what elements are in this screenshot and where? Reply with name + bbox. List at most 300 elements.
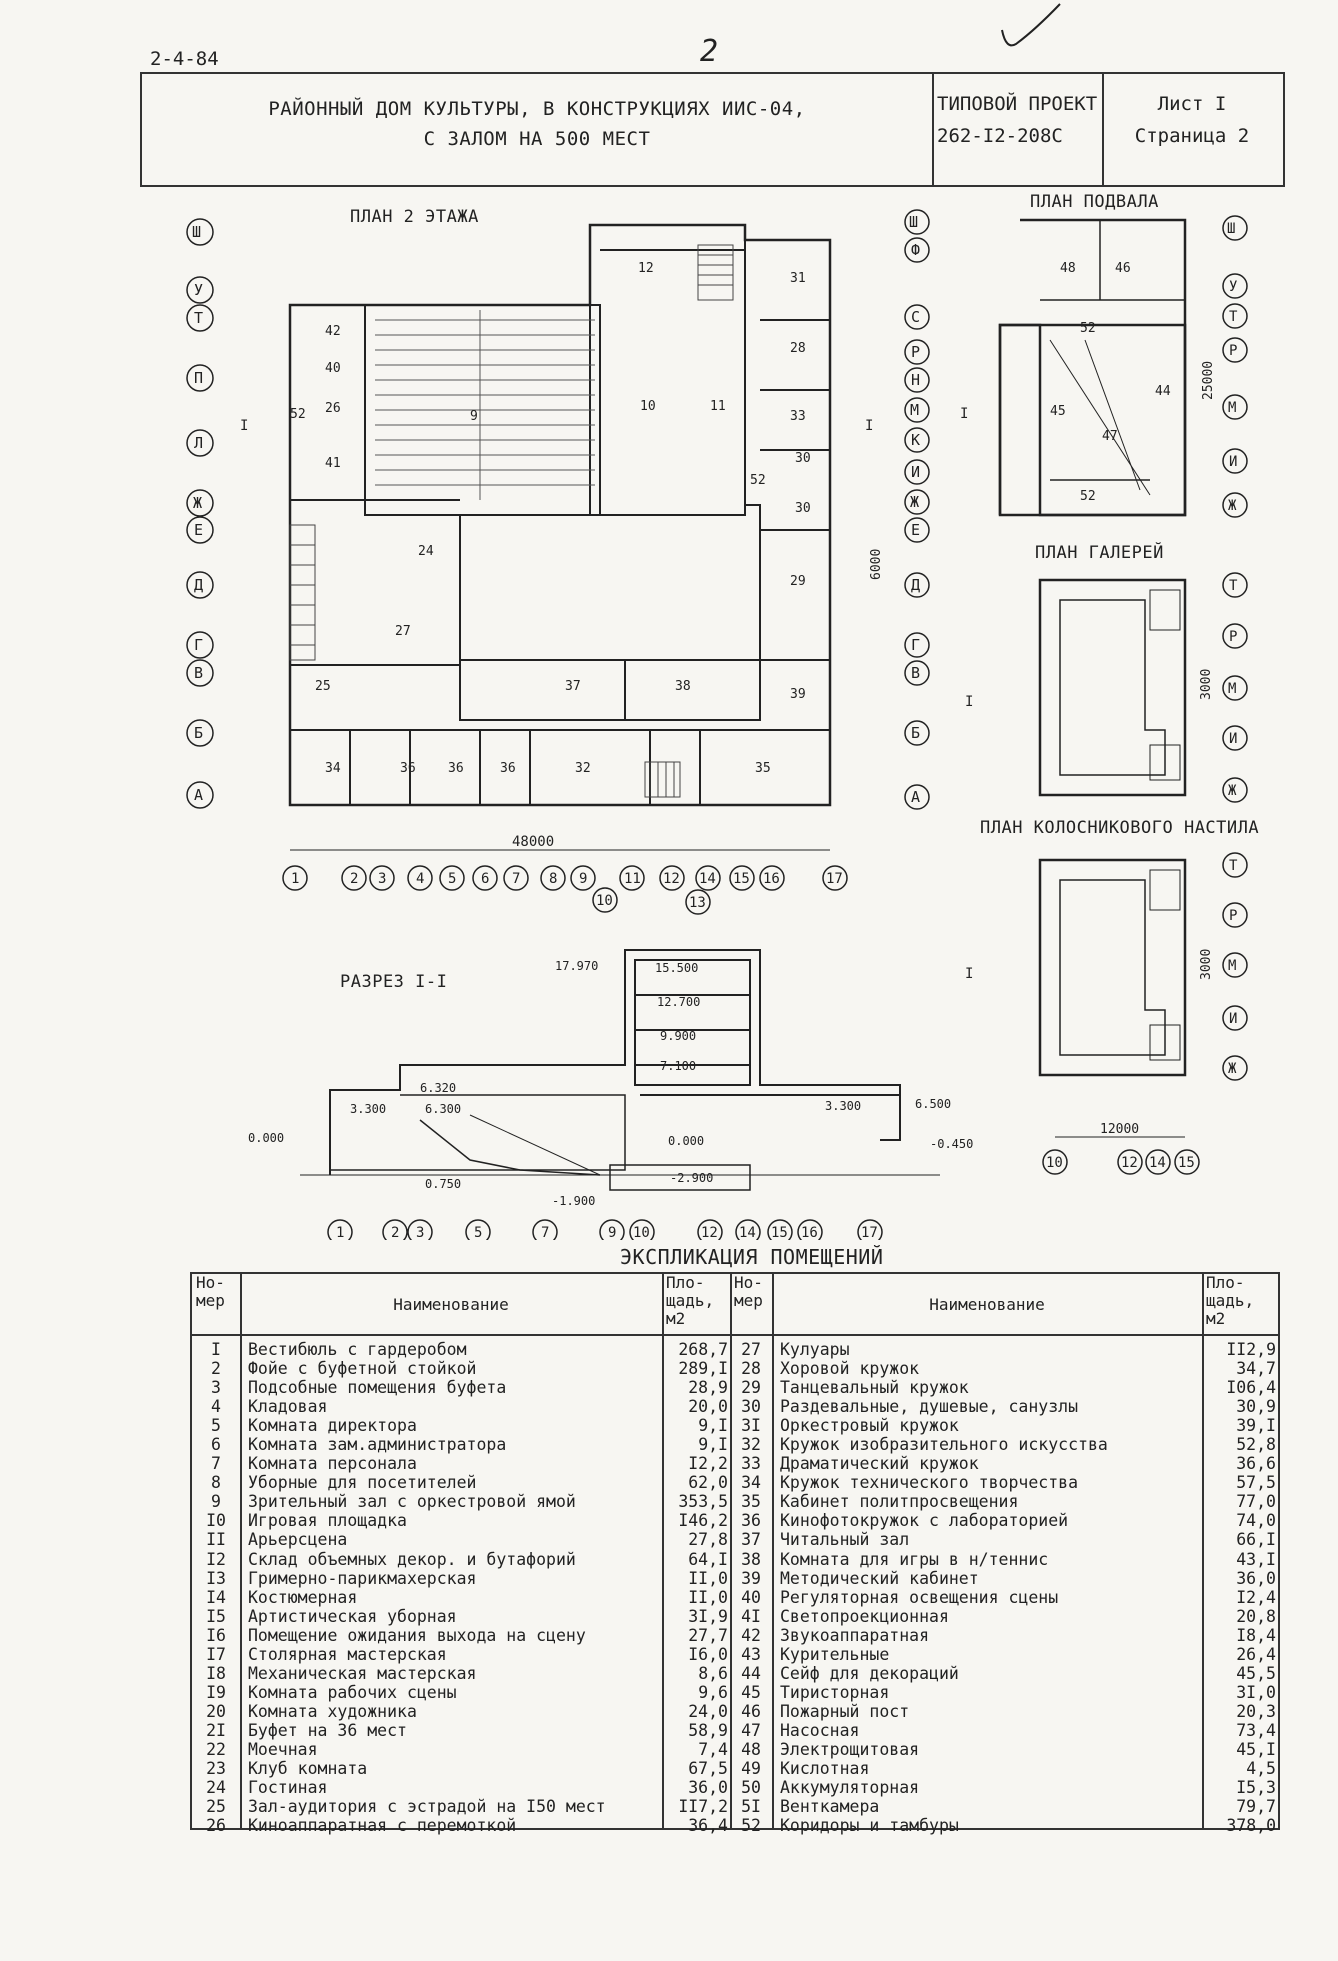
explication-left-area: 58,9 (688, 1720, 728, 1740)
explication-right-area: 20,3 (1236, 1701, 1276, 1721)
svg-text:М: М (1228, 958, 1237, 974)
right-number-column (730, 1340, 772, 1835)
svg-text:1: 1 (336, 1225, 345, 1240)
right-name-column (780, 1340, 1200, 1835)
explication-left-area: 67,5 (688, 1759, 728, 1779)
explication-left-area: 64,I (688, 1549, 728, 1569)
svg-text:Д: Д (911, 576, 921, 594)
svg-text:Г: Г (911, 636, 921, 654)
explication-left-number: 22 (206, 1739, 226, 1759)
svg-text:Ш: Ш (1227, 221, 1236, 237)
explication-left-name: Комната рабочих сцены (248, 1682, 457, 1702)
svg-text:47: 47 (1102, 429, 1118, 444)
svg-text:Т: Т (1229, 858, 1238, 874)
explication-right-area: 26,4 (1236, 1644, 1276, 1664)
svg-text:Т: Т (194, 309, 204, 327)
svg-text:14: 14 (1149, 1155, 1166, 1171)
explication-left-number: 2I (206, 1720, 226, 1740)
explication-right-area: 34,7 (1236, 1359, 1276, 1379)
explication-left-name: Помещение ожидания выхода на сцену (248, 1625, 586, 1645)
svg-text:К: К (911, 431, 921, 449)
svg-text:-2.900: -2.900 (670, 1171, 714, 1185)
svg-text:Б: Б (911, 724, 921, 742)
svg-text:5: 5 (474, 1225, 483, 1240)
svg-text:Р: Р (1229, 908, 1238, 924)
explication-left-name: Клуб комната (248, 1759, 368, 1779)
svg-text:12: 12 (638, 261, 654, 276)
svg-text:Т: Т (1229, 578, 1238, 594)
svg-text:35: 35 (755, 761, 771, 776)
svg-text:Ш: Ш (909, 213, 919, 231)
svg-text:28: 28 (790, 341, 806, 356)
svg-text:52: 52 (750, 473, 766, 488)
explication-left-name: Комната зам.администратора (248, 1435, 507, 1455)
col-header-area: Пло- щадь, м2 (666, 1273, 715, 1328)
explication-left-area: I6,0 (688, 1644, 728, 1664)
svg-text:25: 25 (315, 679, 331, 694)
svg-text:И: И (1229, 454, 1238, 470)
explication-left-number: 26 (206, 1816, 226, 1836)
svg-text:-0.450: -0.450 (930, 1137, 974, 1151)
svg-text:1: 1 (291, 871, 300, 887)
svg-text:16: 16 (763, 871, 780, 887)
svg-text:6.500: 6.500 (915, 1097, 952, 1111)
explication-left-area: 9,I (698, 1435, 728, 1455)
explication-right-name: Кружок технического творчества (780, 1473, 1079, 1493)
explication-right-number: 33 (741, 1454, 761, 1474)
svg-text:7: 7 (541, 1225, 550, 1240)
svg-text:В: В (194, 664, 204, 682)
svg-text:13: 13 (689, 895, 706, 911)
explication-right-name: Звукоаппаратная (780, 1625, 930, 1645)
explication-right-name: Кабинет политпросвещения (780, 1492, 1019, 1512)
svg-text:3: 3 (416, 1225, 425, 1240)
right-area-column (1202, 1340, 1276, 1835)
left-number-column (192, 1340, 240, 1835)
explication-right-name: Насосная (780, 1720, 860, 1740)
explication-left-name: Зрительный зал с оркестровой ямой (248, 1492, 576, 1512)
explication-right-area: I06,4 (1226, 1378, 1276, 1398)
svg-text:3.300: 3.300 (825, 1099, 862, 1113)
explication-right-number: 38 (741, 1549, 761, 1569)
col-header-area-right: Пло- щадь, м2 (1206, 1273, 1255, 1328)
explication-left-name: Комната директора (248, 1416, 417, 1436)
svg-text:С: С (911, 308, 921, 326)
explication-left-area: II7,2 (678, 1797, 728, 1817)
col-header-name-right: Наименование (929, 1295, 1045, 1314)
grid-deck-plan-title: ПЛАН КОЛОСНИКОВОГО НАСТИЛА (980, 818, 1260, 838)
explication-right-area: 66,I (1236, 1530, 1276, 1550)
small-plan-columns (1043, 1137, 1199, 1174)
explication-right-name: Светопроекционная (780, 1606, 949, 1626)
explication-left-number: 2 (211, 1359, 221, 1379)
explication-right-number: 43 (741, 1644, 761, 1664)
basement-axis (1223, 216, 1247, 517)
svg-text:11: 11 (624, 871, 641, 887)
svg-text:2: 2 (350, 871, 359, 887)
floor2-plan-title: ПЛАН 2 ЭТАЖА (350, 207, 479, 227)
handwritten-page-number: 2 (700, 34, 719, 69)
svg-text:А: А (911, 788, 921, 806)
svg-text:15: 15 (1178, 1155, 1195, 1171)
explication-right-name: Регуляторная освещения сцены (780, 1587, 1059, 1607)
svg-text:7: 7 (512, 871, 521, 887)
svg-text:3.300: 3.300 (350, 1102, 387, 1116)
explication-left-number: 3 (211, 1378, 221, 1398)
explication-left-area: 9,6 (698, 1682, 728, 1702)
explication-left-number: I4 (206, 1587, 226, 1607)
explication-right-name: Пожарный пост (780, 1701, 910, 1721)
svg-text:32: 32 (575, 761, 591, 776)
section-column-axis (328, 1220, 882, 1240)
explication-right-area: 4,5 (1246, 1759, 1276, 1779)
svg-text:31: 31 (790, 271, 806, 286)
explication-left-name: Буфет на 36 мест (248, 1720, 407, 1740)
page-label: Страница 2 (1134, 125, 1250, 147)
explication-left-number: I0 (206, 1511, 226, 1531)
explication-left-name: Комната персонала (248, 1454, 417, 1474)
dim-25000: 25000 (1201, 360, 1216, 400)
svg-text:9: 9 (579, 871, 588, 887)
svg-text:И: И (1229, 731, 1238, 747)
svg-text:6.300: 6.300 (425, 1102, 462, 1116)
floor2-room-numbers (290, 261, 811, 776)
explication-left-number: 24 (206, 1778, 226, 1798)
svg-text:46: 46 (1115, 261, 1131, 276)
explication-right-number: 46 (741, 1701, 761, 1721)
svg-text:5: 5 (448, 871, 457, 887)
explication-left-name: Зал-аудитория с эстрадой на I50 мест (248, 1797, 606, 1817)
svg-text:52: 52 (1080, 489, 1096, 504)
svg-text:I: I (965, 694, 974, 710)
explication-left-name: Уборные для посетителей (248, 1473, 477, 1493)
explication-right-area: 57,5 (1236, 1473, 1276, 1493)
explication-right-area: 45,I (1236, 1739, 1276, 1759)
explication-left-area: 62,0 (688, 1473, 728, 1493)
svg-text:Ф: Ф (911, 241, 921, 259)
explication-right-name: Курительные (780, 1644, 890, 1664)
section-title: РАЗРЕЗ I-I (340, 972, 448, 992)
svg-text:27: 27 (395, 624, 411, 639)
dim-grid-3000: 3000 (1199, 948, 1214, 980)
svg-text:А: А (194, 786, 204, 804)
svg-text:Р: Р (911, 343, 921, 361)
explication-left-number: I5 (206, 1606, 226, 1626)
svg-text:У: У (194, 281, 204, 299)
svg-text:44: 44 (1155, 384, 1171, 399)
explication-left-number: 25 (206, 1797, 226, 1817)
svg-text:17: 17 (861, 1225, 878, 1240)
svg-text:И: И (1229, 1011, 1238, 1027)
explication-left-number: I6 (206, 1625, 226, 1645)
svg-text:М: М (910, 401, 920, 419)
svg-text:42: 42 (325, 324, 341, 339)
explication-left-area: 353,5 (678, 1492, 728, 1512)
svg-text:I: I (965, 966, 974, 982)
svg-text:Р: Р (1229, 629, 1238, 645)
explication-right-number: 47 (741, 1720, 761, 1740)
svg-text:40: 40 (325, 361, 341, 376)
explication-right-number: 50 (741, 1778, 761, 1798)
col-header-number: Но- мер (196, 1273, 225, 1310)
explication-right-area: 43,I (1236, 1549, 1276, 1569)
svg-text:11: 11 (710, 399, 726, 414)
basement-plan-title: ПЛАН ПОДВАЛА (1030, 192, 1159, 212)
explication-left-area: 36,0 (688, 1778, 728, 1798)
dim-6000: 6000 (869, 548, 884, 580)
svg-text:45: 45 (1050, 404, 1066, 419)
explication-left-number: I3 (206, 1568, 226, 1588)
explication-left-name: Подсобные помещения буфета (248, 1378, 507, 1398)
svg-text:14: 14 (739, 1225, 756, 1240)
svg-text:34: 34 (325, 761, 341, 776)
left-area-column (662, 1340, 728, 1835)
explication-left-area: I2,2 (688, 1454, 728, 1474)
explication-right-number: 42 (741, 1625, 761, 1645)
svg-text:9: 9 (470, 409, 478, 424)
explication-left-area: 20,0 (688, 1397, 728, 1417)
explication-right-area: 52,8 (1236, 1435, 1276, 1455)
explication-right-area: I5,3 (1236, 1778, 1276, 1798)
explication-right-name: Тиристорная (780, 1682, 890, 1702)
gallery-plan (1040, 580, 1185, 795)
explication-right-number: 39 (741, 1568, 761, 1588)
explication-left-area: 8,6 (698, 1663, 728, 1683)
svg-text:30: 30 (795, 501, 811, 516)
svg-text:Б: Б (194, 724, 204, 742)
explication-right-number: 27 (741, 1340, 761, 1359)
explication-left-name: Склад объемных декор. и бутафорий (248, 1549, 576, 1569)
explication-right-area: 30,9 (1236, 1397, 1276, 1417)
svg-text:-1.900: -1.900 (552, 1194, 596, 1208)
svg-text:И: И (911, 463, 921, 481)
explication-right-name: Кружок изобразительного искусства (780, 1435, 1108, 1455)
svg-text:П: П (194, 369, 204, 387)
svg-text:У: У (1229, 279, 1238, 295)
svg-text:14: 14 (699, 871, 716, 887)
dim-12000: 12000 (1100, 1122, 1140, 1137)
explication-right-number: 5I (741, 1797, 761, 1817)
explication-right-name: Танцевальный кружок (780, 1378, 969, 1398)
explication-left-number: I9 (206, 1682, 226, 1702)
explication-right-name: Читальный зал (780, 1530, 910, 1550)
explication-right-name: Кислотная (780, 1759, 870, 1779)
explication-right-number: 30 (741, 1397, 761, 1417)
svg-text:36: 36 (500, 761, 516, 776)
svg-text:52: 52 (290, 407, 306, 422)
explication-right-name: Аккумуляторная (780, 1778, 920, 1798)
explication-left-number: 7 (211, 1454, 221, 1474)
project-title-line1: РАЙОННЫЙ ДОМ КУЛЬТУРЫ, В КОНСТРУКЦИЯХ ИИС-04, (268, 98, 806, 120)
project-title-line2: С ЗАЛОМ НА 500 МЕСТ (423, 128, 651, 150)
explication-right-area: I8,4 (1236, 1625, 1276, 1645)
explication-right-area: 45,5 (1236, 1663, 1276, 1683)
svg-text:2: 2 (391, 1225, 400, 1240)
svg-text:Л: Л (194, 434, 204, 452)
explication-right-number: 4I (741, 1606, 761, 1626)
explication-left-name: Артистическая уборная (248, 1606, 457, 1626)
svg-text:Т: Т (1229, 309, 1238, 325)
svg-text:41: 41 (325, 456, 341, 471)
explication-right-area: I2,4 (1236, 1587, 1276, 1607)
svg-text:17.970: 17.970 (555, 959, 599, 973)
svg-text:12: 12 (663, 871, 680, 887)
svg-text:Е: Е (911, 521, 921, 539)
svg-text:I: I (240, 418, 249, 434)
svg-text:8: 8 (549, 871, 558, 887)
dim-48000: 48000 (512, 834, 555, 850)
left-name-column (248, 1340, 660, 1835)
explication-left-name: Игровая площадка (248, 1511, 407, 1531)
explication-right-name: Раздевальные, душевые, санузлы (780, 1397, 1079, 1417)
svg-text:15.500: 15.500 (655, 961, 699, 975)
svg-text:12.700: 12.700 (657, 995, 701, 1009)
svg-text:М: М (1228, 681, 1237, 697)
column-axis (283, 850, 847, 914)
explication-left-name: Киноаппаратная с перемоткой (248, 1816, 517, 1836)
floor2-plan (290, 225, 830, 805)
explication-right-number: 29 (741, 1378, 761, 1398)
explication-left-number: 6 (211, 1435, 221, 1455)
svg-text:17: 17 (826, 871, 843, 887)
explication-left-area: 24,0 (688, 1701, 728, 1721)
project-label: ТИПОВОЙ ПРОЕКТ (937, 93, 1098, 115)
col-header-name: Наименование (393, 1295, 509, 1314)
explication-left-number: II (206, 1530, 226, 1550)
svg-text:52: 52 (1080, 321, 1096, 336)
svg-text:39: 39 (790, 687, 806, 702)
explication-right-name: Кинофотокружок с лабораторией (780, 1511, 1069, 1531)
explication-left-number: 23 (206, 1759, 226, 1779)
svg-text:29: 29 (790, 574, 806, 589)
explication-right-number: 28 (741, 1359, 761, 1379)
explication-left-number: I (211, 1340, 221, 1359)
svg-text:15: 15 (771, 1225, 788, 1240)
svg-text:М: М (1228, 400, 1237, 416)
svg-text:6.320: 6.320 (420, 1081, 457, 1095)
svg-text:0.000: 0.000 (248, 1131, 285, 1145)
explication-left-name: Арьерсцена (248, 1530, 348, 1550)
grid-deck-plan (1040, 860, 1185, 1075)
svg-text:12: 12 (1121, 1155, 1138, 1171)
svg-text:Ш: Ш (192, 223, 202, 241)
explication-right-number: 40 (741, 1587, 761, 1607)
explication-title: ЭКСПЛИКАЦИЯ ПОМЕЩЕНИЙ (620, 1245, 884, 1269)
explication-right-number: 45 (741, 1682, 761, 1702)
explication-left-name: Кладовая (248, 1397, 328, 1417)
basement-plan (1000, 220, 1185, 515)
explication-right-number: 34 (741, 1473, 761, 1493)
explication-right-area: 39,I (1236, 1416, 1276, 1436)
explication-left-area: 268,7 (678, 1340, 728, 1359)
svg-text:0.750: 0.750 (425, 1177, 462, 1191)
explication-left-name: Гостиная (248, 1778, 328, 1798)
explication-left-name: Вестибюль с гардеробом (248, 1340, 467, 1359)
explication-right-number: 3I (741, 1416, 761, 1436)
svg-text:7.100: 7.100 (660, 1059, 697, 1073)
row-axis-right (905, 210, 929, 809)
explication-left-area: I46,2 (678, 1511, 728, 1531)
svg-text:Ж: Ж (1228, 498, 1237, 514)
svg-text:9: 9 (608, 1225, 617, 1240)
explication-right-area: 77,0 (1236, 1492, 1276, 1512)
svg-text:3: 3 (378, 871, 387, 887)
explication-left-area: 9,I (698, 1416, 728, 1436)
explication-right-number: 32 (741, 1435, 761, 1455)
svg-text:10: 10 (596, 893, 613, 909)
svg-text:Е: Е (194, 521, 204, 539)
explication-left-number: 5 (211, 1416, 221, 1436)
explication-left-area: II,0 (688, 1568, 728, 1588)
row-axis-left (187, 219, 213, 808)
col-header-number-right: Но- мер (734, 1273, 763, 1310)
svg-text:10: 10 (633, 1225, 650, 1240)
explication-left-name: Костюмерная (248, 1587, 358, 1607)
svg-text:4: 4 (416, 871, 425, 887)
explication-right-name: Методический кабинет (780, 1568, 979, 1588)
explication-right-number: 37 (741, 1530, 761, 1550)
explication-right-name: Драматический кружок (780, 1454, 979, 1474)
svg-text:0.000: 0.000 (668, 1134, 705, 1148)
svg-text:48: 48 (1060, 261, 1076, 276)
explication-left-area: 27,8 (688, 1530, 728, 1550)
svg-text:30: 30 (795, 451, 811, 466)
svg-text:Ж: Ж (910, 493, 920, 511)
explication-left-name: Комната художника (248, 1701, 417, 1721)
explication-left-number: 20 (206, 1701, 226, 1721)
explication-right-area: 20,8 (1236, 1606, 1276, 1626)
svg-text:36: 36 (400, 761, 416, 776)
svg-text:Ж: Ж (1228, 1061, 1237, 1077)
svg-text:24: 24 (418, 544, 434, 559)
explication-right-name: Электрощитовая (780, 1739, 920, 1759)
explication-left-name: Фойе с буфетной стойкой (248, 1359, 477, 1379)
explication-left-area: 27,7 (688, 1625, 728, 1645)
explication-left-area: II,0 (688, 1587, 728, 1607)
explication-right-area: 378,0 (1226, 1816, 1276, 1836)
svg-text:36: 36 (448, 761, 464, 776)
explication-right-name: Сейф для декораций (780, 1663, 959, 1683)
svg-text:Н: Н (911, 371, 921, 389)
explication-right-area: 73,4 (1236, 1720, 1276, 1740)
explication-right-number: 44 (741, 1663, 761, 1683)
explication-left-number: 8 (211, 1473, 221, 1493)
svg-text:I: I (960, 406, 969, 422)
explication-right-number: 36 (741, 1511, 761, 1531)
explication-left-area: 3I,9 (688, 1606, 728, 1626)
explication-left-number: I8 (206, 1663, 226, 1683)
svg-text:Р: Р (1229, 343, 1238, 359)
explication-right-area: 36,6 (1236, 1454, 1276, 1474)
explication-right-name: Коридоры и тамбуры (780, 1816, 959, 1836)
gallery-axis (1223, 573, 1247, 802)
explication-right-number: 52 (741, 1816, 761, 1836)
svg-text:В: В (911, 664, 921, 682)
svg-text:6: 6 (481, 871, 490, 887)
svg-text:12: 12 (701, 1225, 718, 1240)
grid-deck-axis (1223, 853, 1247, 1080)
explication-right-name: Оркестровый кружок (780, 1416, 959, 1436)
svg-text:10: 10 (1046, 1155, 1063, 1171)
gallery-plan-title: ПЛАН ГАЛЕРЕЙ (1035, 543, 1164, 563)
explication-right-number: 49 (741, 1759, 761, 1779)
svg-text:37: 37 (565, 679, 581, 694)
explication-left-name: Механическая мастерская (248, 1663, 477, 1683)
explication-left-area: 28,9 (688, 1378, 728, 1398)
svg-text:I: I (865, 418, 874, 434)
explication-right-name: Венткамера (780, 1797, 880, 1817)
explication-right-area: 74,0 (1236, 1511, 1276, 1531)
